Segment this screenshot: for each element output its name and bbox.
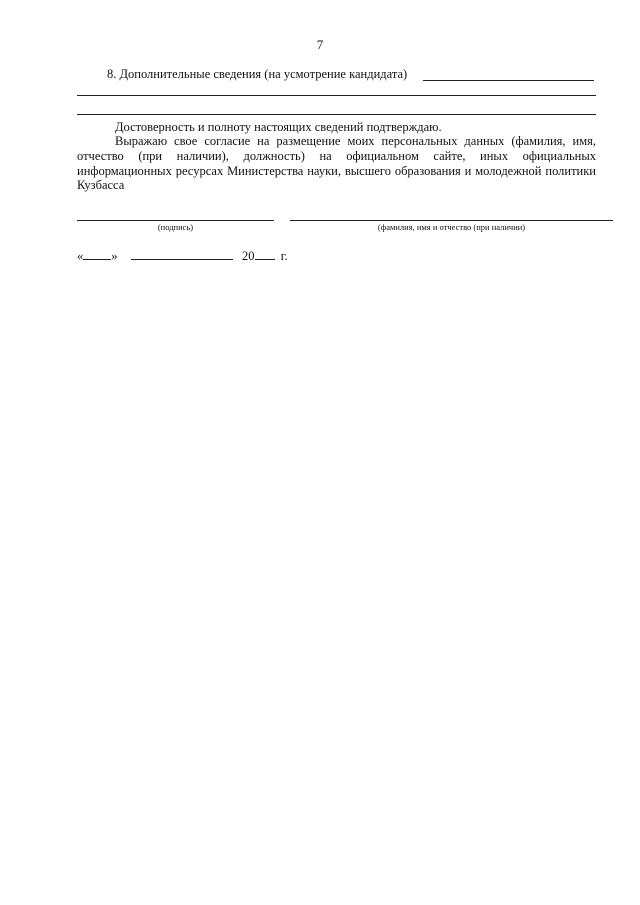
signature-caption: (подпись) <box>157 222 194 232</box>
date-month-blank <box>131 249 233 260</box>
additional-info-line-1 <box>77 95 596 96</box>
date-open-quote: « <box>77 249 84 263</box>
additional-info-line-2 <box>77 114 596 115</box>
full-name-caption: (фамилия, имя и отчество (при наличии) <box>377 222 526 232</box>
date-year-suffix: г. <box>280 249 288 263</box>
full-name-line <box>290 220 613 221</box>
page-number: 7 <box>316 37 324 52</box>
date-close-quote: » <box>111 249 118 263</box>
date-day-blank <box>83 249 111 260</box>
confirmation-statement: Достоверность и полноту настоящих сведений подтверждаю. <box>115 120 442 134</box>
signature-line <box>77 220 274 221</box>
additional-info-label: 8. Дополнительные сведения (на усмотрение кандидата) <box>107 67 408 81</box>
additional-info-fill-line <box>423 80 594 81</box>
date-year-blank <box>255 249 275 260</box>
date-line <box>77 249 288 264</box>
consent-statement: Выражаю свое согласие на размещение моих персональных данных (фамилия, имя, отчество (при наличии), должность) на официальном сайте, иных официальных информационных ресурсах Министерства науки, высшего образования и молодежной политики Кузбасса <box>77 134 596 193</box>
date-year-prefix: 20 <box>242 249 255 263</box>
